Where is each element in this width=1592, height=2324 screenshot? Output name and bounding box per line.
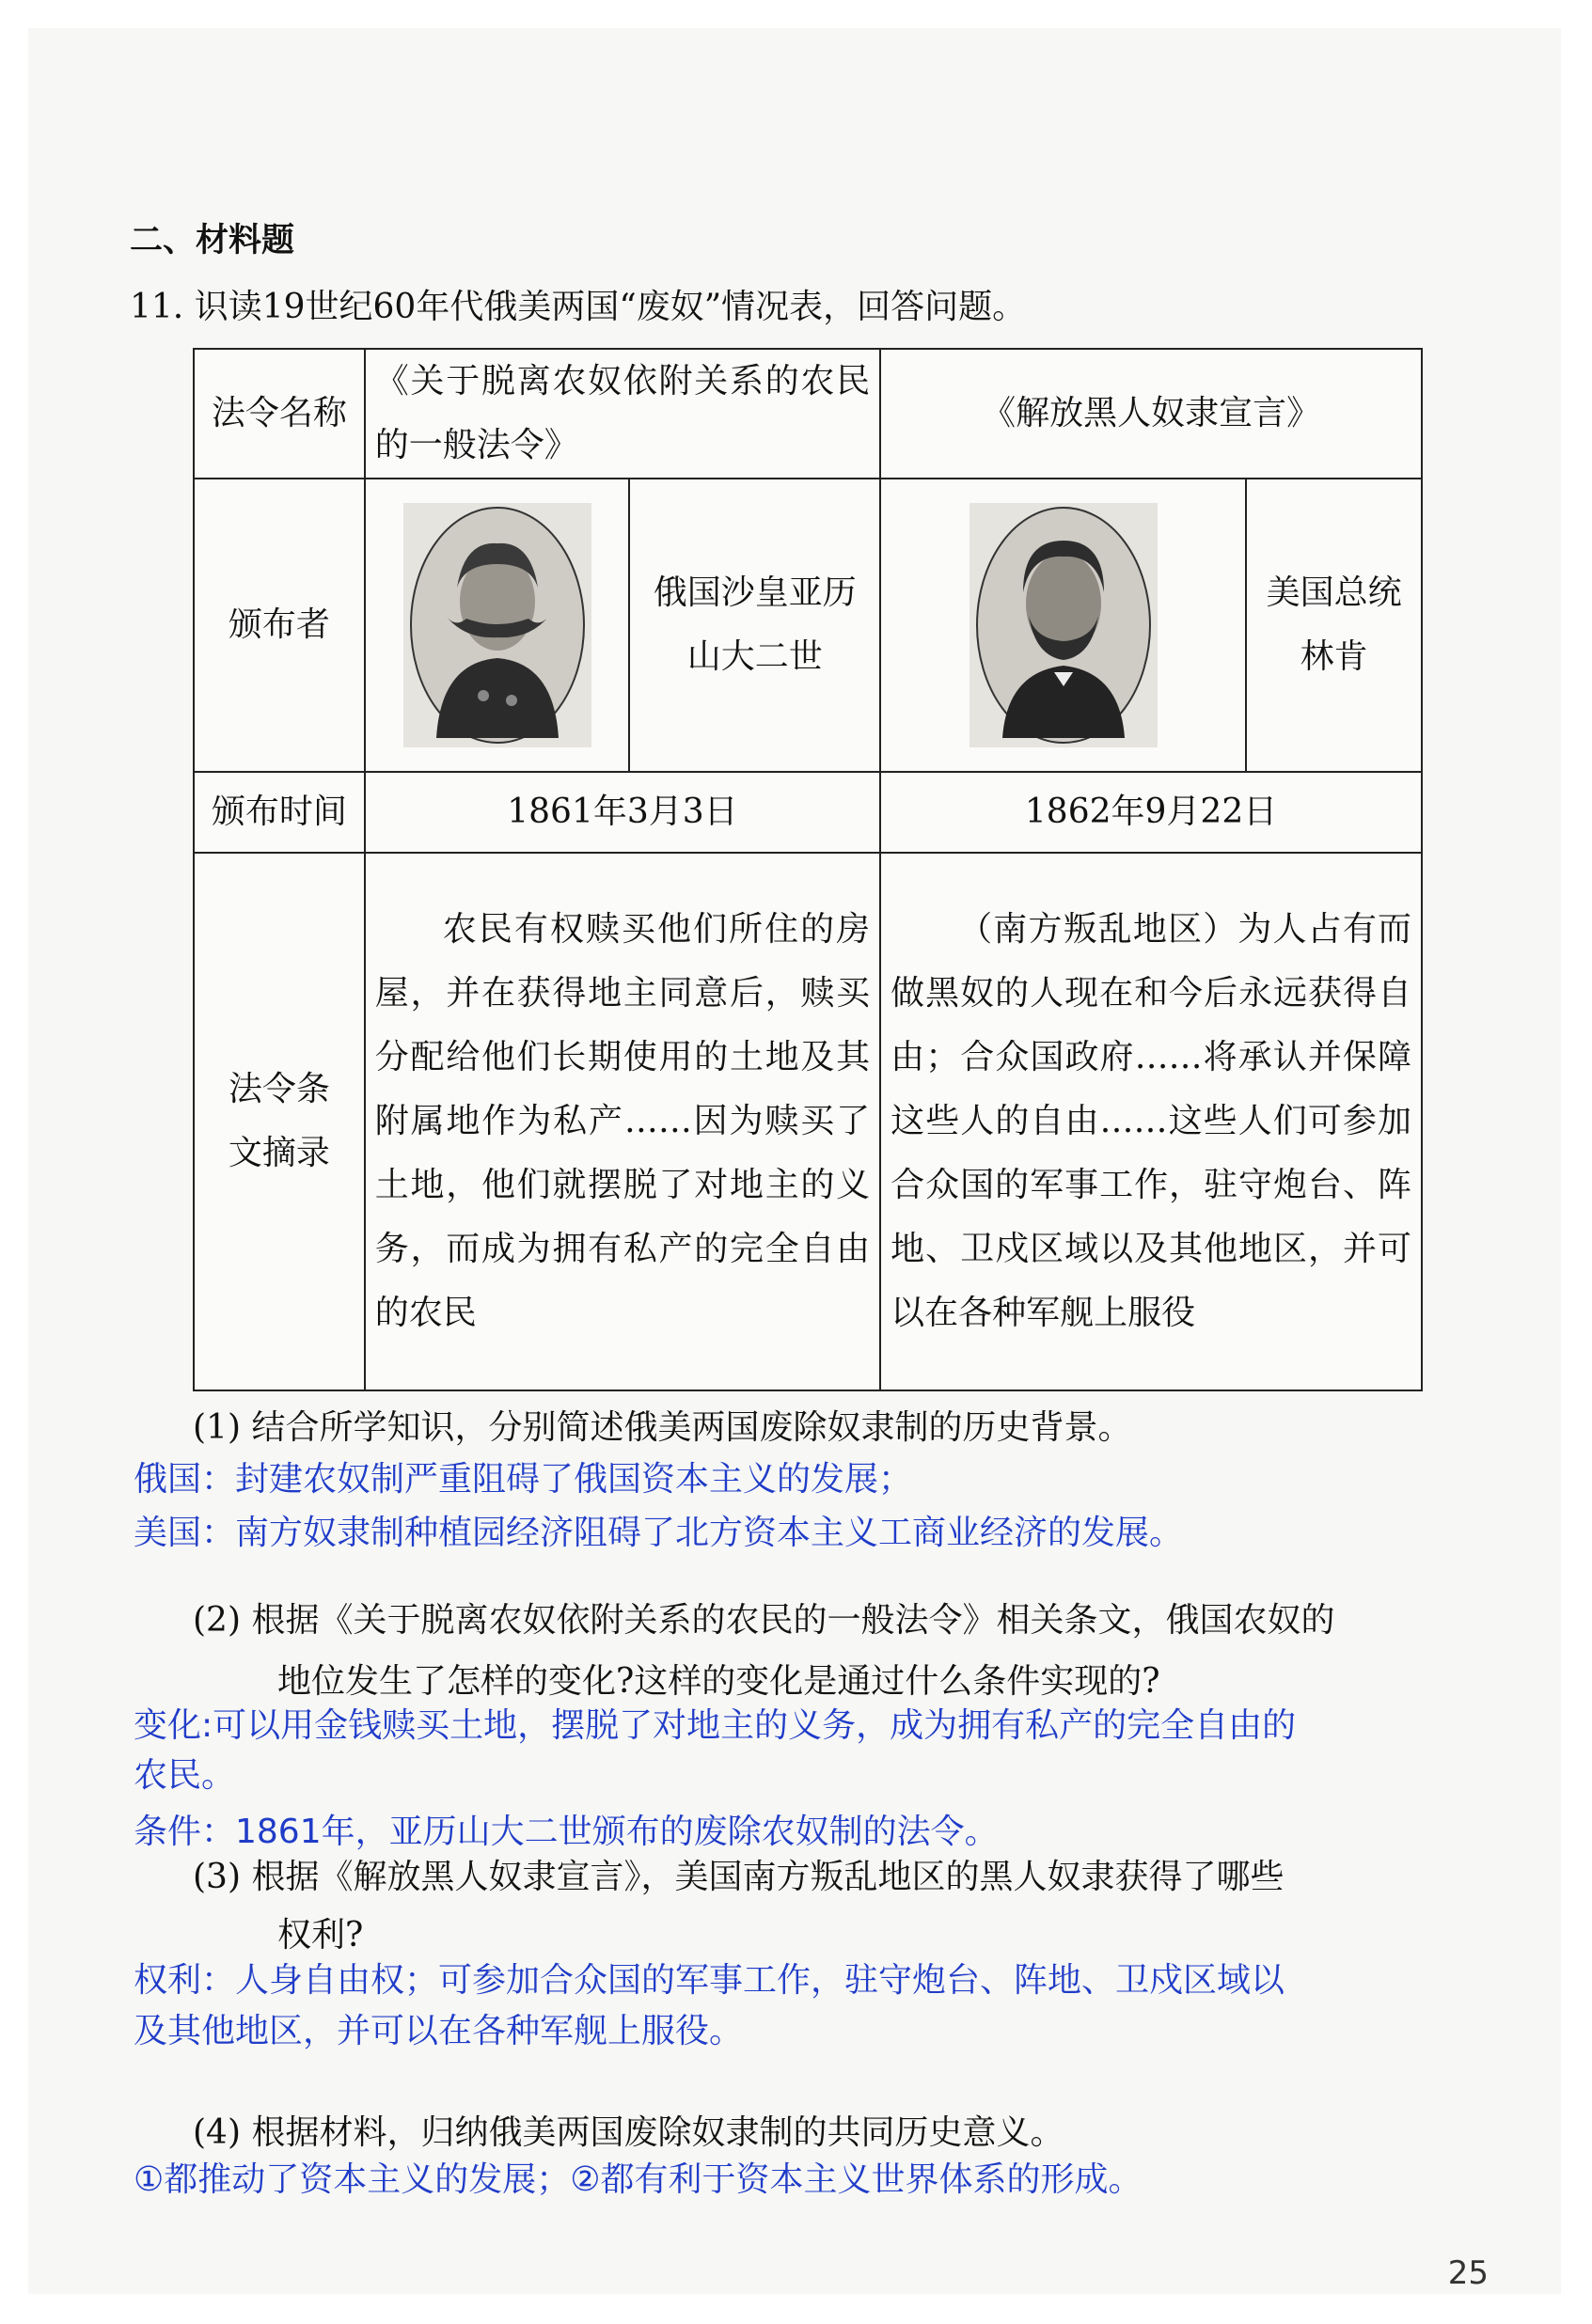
russia-excerpt-text: 农民有权赎买他们所住的房屋，并在获得地主同意后，赎买分配给他们长期使用的土地及其附属地作为私产……因为赎买了土地，他们就摆脱了对地主的义务，而成为拥有私产的完全自由的农民	[374, 910, 871, 1332]
answer-2a: 变化:可以用金钱赎买土地，摆脱了对地主的义务，成为拥有私产的完全自由的	[134, 1706, 1297, 1745]
usa-excerpt	[880, 853, 1422, 1390]
label-issuer: 颁布者	[194, 479, 365, 772]
label-law-name: 法令名称	[194, 349, 365, 479]
sub-question-2-line2: 地位发生了怎样的变化?这样的变化是通过什么条件实现的?	[277, 1662, 1160, 1701]
answer-2b: 农民。	[134, 1756, 236, 1795]
russia-date: 1861年3月3日	[365, 772, 880, 853]
page-number: 25	[1447, 2254, 1489, 2292]
russia-excerpt	[365, 853, 880, 1390]
usa-law-name: 《解放黑人奴隶宣言》	[880, 349, 1422, 479]
label-excerpt	[194, 853, 365, 1390]
section-title: 二、材料题	[130, 222, 295, 259]
answer-1a: 俄国：封建农奴制严重阻碍了俄国资本主义的发展；	[134, 1460, 913, 1499]
russia-law-name: 《关于脱离农奴依附关系的农民的一般法令》	[365, 349, 880, 479]
usa-portrait	[880, 479, 1246, 772]
answer-4: ①都推动了资本主义的发展；②都有利于资本主义世界体系的形成。	[134, 2160, 1143, 2199]
lincoln-portrait-icon	[965, 498, 1162, 752]
answer-1b: 美国：南方奴隶制种植园经济阻碍了北方资本主义工商业经济的发展。	[134, 1514, 1184, 1552]
usa-issuer-text: 美国总统林肯	[1266, 573, 1402, 676]
sub-question-1: (1) 结合所学知识，分别简述俄美两国废除奴隶制的历史背景。	[193, 1408, 1132, 1447]
sub-question-3-line2: 权利?	[277, 1916, 364, 1955]
russia-issuer-text: 俄国沙皇亚历山大二世	[653, 573, 857, 676]
question-11: 11. 识读19世纪60年代俄美两国“废奴”情况表，回答问题。	[130, 288, 1027, 326]
answer-3a: 权利：人身自由权；可参加合众国的军事工作，驻守炮台、阵地、卫戍区域以	[134, 1961, 1285, 2000]
usa-excerpt-text: （南方叛乱地区）为人占有而做黑奴的人现在和今后永远获得自由；合众国政府……将承认并保障这些人的自由……这些人们可参加合众国的军事工作，驻守炮台、阵地、卫戍区域以及其他地区，并可以在各种军舰上服役	[891, 910, 1411, 1332]
sub-question-4: (4) 根据材料，归纳俄美两国废除奴隶制的共同历史意义。	[193, 2113, 1064, 2152]
russia-portrait	[365, 479, 630, 772]
label-excerpt-text: 法令条文摘录	[228, 1070, 330, 1172]
usa-date: 1862年9月22日	[880, 772, 1422, 853]
abolition-table	[193, 348, 1423, 1391]
tsar-portrait-icon	[399, 498, 596, 752]
answer-2c: 条件：1861年，亚历山大二世颁布的废除农奴制的法令。	[134, 1813, 999, 1851]
label-date: 颁布时间	[194, 772, 365, 853]
sub-question-2-line1: (2) 根据《关于脱离农奴依附关系的农民的一般法令》相关条文，俄国农奴的	[193, 1601, 1335, 1640]
answer-3b: 及其他地区，并可以在各种军舰上服役。	[134, 2012, 744, 2050]
usa-issuer	[1246, 479, 1422, 772]
sub-question-3-line1: (3) 根据《解放黑人奴隶宣言》，美国南方叛乱地区的黑人奴隶获得了哪些	[193, 1858, 1285, 1896]
russia-issuer	[629, 479, 880, 772]
